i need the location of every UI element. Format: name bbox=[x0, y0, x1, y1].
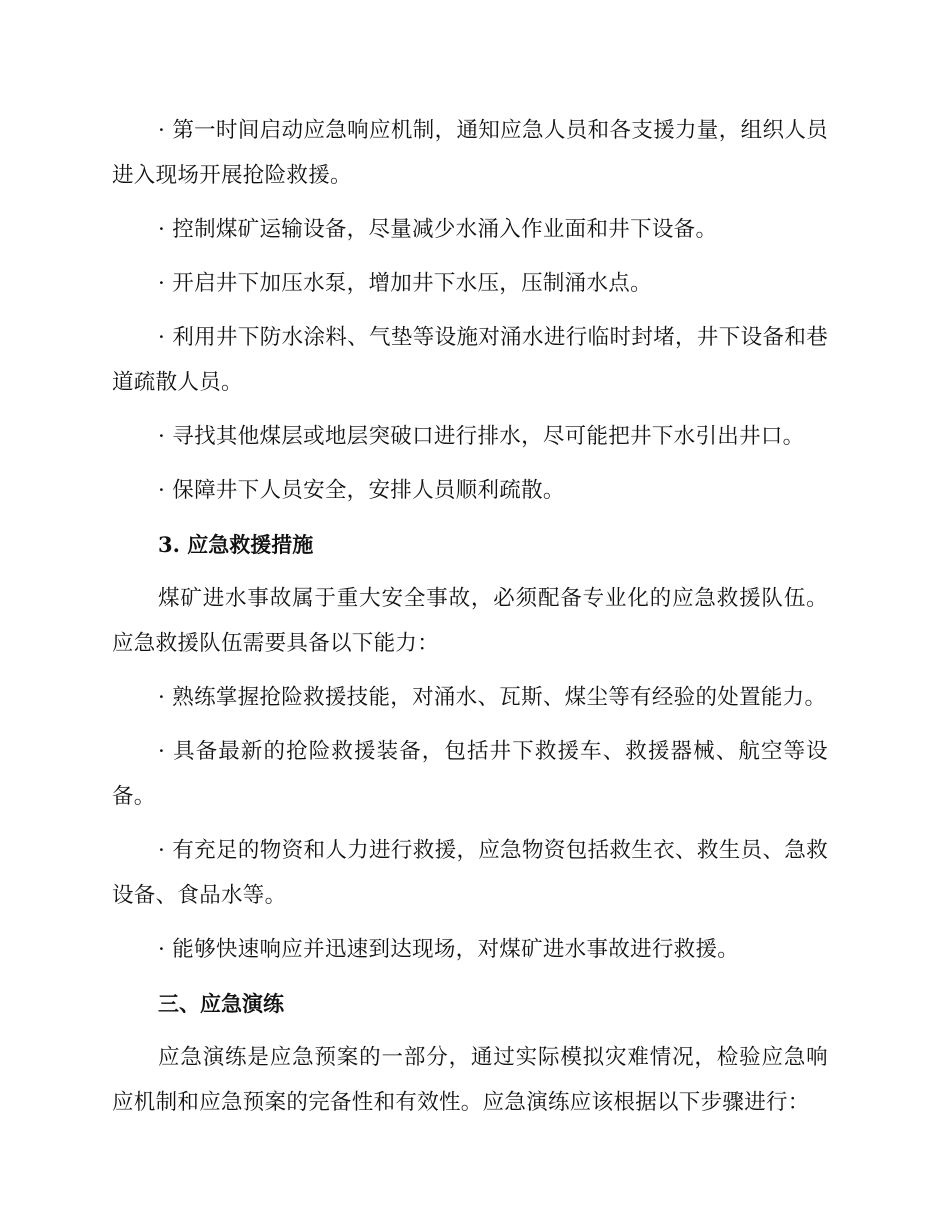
bullet-paragraph: · 保障井下人员安全，安排人员顺利疏散。 bbox=[158, 478, 565, 503]
body-paragraph: 煤矿进水事故属于重大安全事故，必须配备专业化的应急救援队伍。应急救援队伍需要具备以下能力： bbox=[112, 586, 828, 656]
chapter-heading: 三、应急演练 bbox=[158, 991, 284, 1016]
bullet-paragraph: · 控制煤矿运输设备，尽量减少水涌入作业面和井下设备。 bbox=[158, 217, 718, 242]
section-heading: 3. 应急救援措施 bbox=[158, 532, 314, 557]
bullet-paragraph: · 利用井下防水涂料、气垫等设施对涌水进行临时封堵，井下设备和巷道疏散人员。 bbox=[112, 325, 828, 395]
bullet-paragraph: · 熟练掌握抢险救援技能，对涌水、瓦斯、煤尘等有经验的处置能力。 bbox=[158, 685, 827, 710]
bullet-paragraph: · 具备最新的抢险救援装备，包括井下救援车、救援器械、航空等设备。 bbox=[112, 739, 828, 809]
body-paragraph: 应急演练是应急预案的一部分，通过实际模拟灾难情况，检验应急响应机制和应急预案的完备性和有效性。应急演练应该根据以下步骤进行： bbox=[112, 1045, 828, 1115]
bullet-paragraph: · 寻找其他煤层或地层突破口进行排水，尽可能把井下水引出井口。 bbox=[158, 424, 805, 449]
bullet-paragraph: · 第一时间启动应急响应机制，通知应急人员和各支援力量，组织人员进入现场开展抢险救援。 bbox=[112, 118, 828, 188]
bullet-paragraph: · 有充足的物资和人力进行救援，应急物资包括救生衣、救生员、急救设备、食品水等。 bbox=[112, 838, 828, 908]
bullet-paragraph: · 开启井下加压水泵，增加井下水压，压制涌水点。 bbox=[158, 271, 652, 296]
document-body bbox=[112, 108, 828, 1134]
bullet-paragraph: · 能够快速响应并迅速到达现场，对煤矿进水事故进行救援。 bbox=[158, 937, 740, 962]
